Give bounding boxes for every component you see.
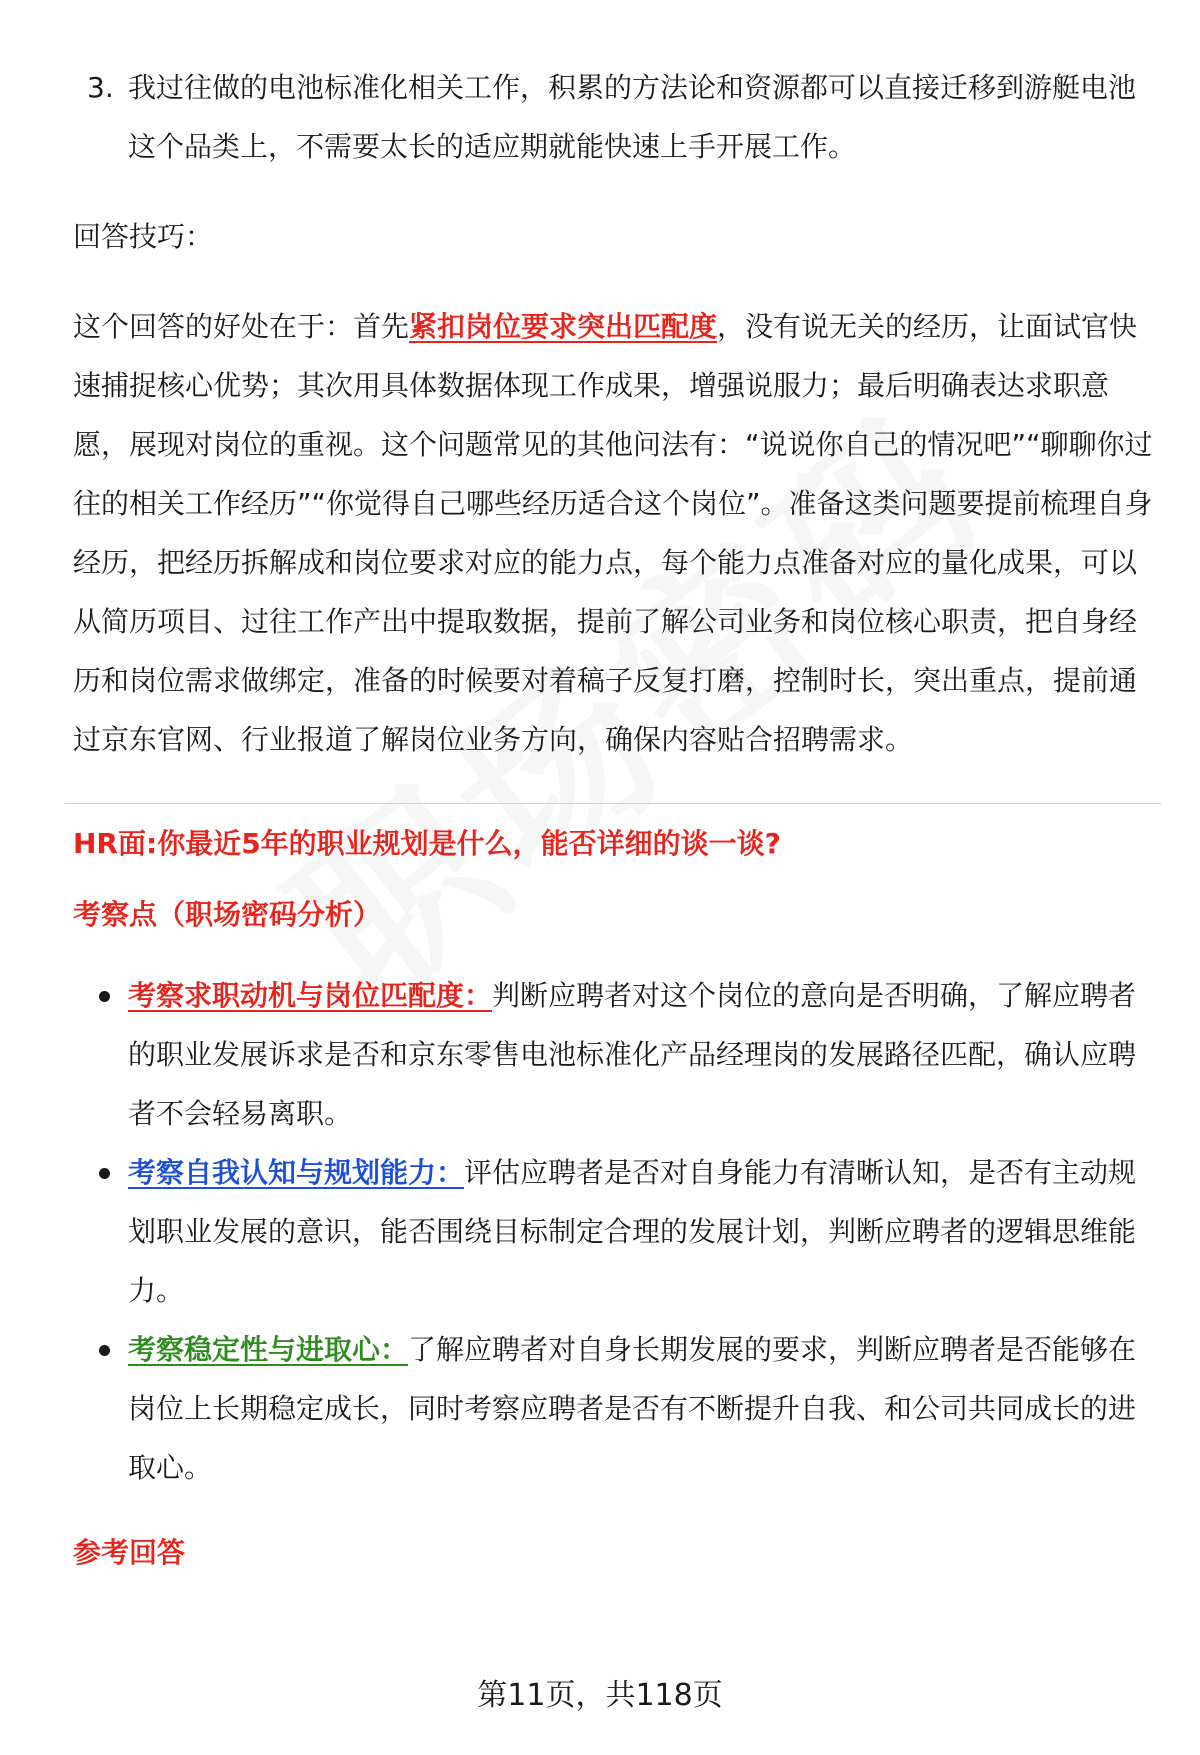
page-content: [73, 58, 1153, 1582]
tips-after: ，没有说无关的经历，让面试官快速捕捉核心优势；其次用具体数据体现工作成果，增强说服力；最后明确表达求职意愿，展现对岗位的重视。这个问题常见的其他问法有：“说说你自己的情况吧”“聊聊你过往的相关工作经历”“你觉得自己哪些经历适合这个岗位”。准备这类问题要提前梳理自身经历，把经历拆解成和岗位要求对应的能力点，每个能力点准备对应的量化成果，可以从简历项目、过往工作产出中提取数据，提前了解公司业务和岗位核心职责，把自身经历和岗位需求做绑定，准备的时候要对着稿子反复打磨，控制时长，突出重点，提前通过京东官网、行业报道了解岗位业务方向，确保内容贴合招聘需求。: [73, 310, 1153, 756]
list-item-text: 我过往做的电池标准化相关工作，积累的方法论和资源都可以直接迁移到游艇电池这个品类上，不需要太长的适应期就能快速上手开展工作。: [128, 71, 1137, 163]
assessment-points: [73, 966, 1153, 1497]
list-item-3: [73, 58, 1153, 176]
list-item: [73, 1143, 1153, 1320]
page-number: 第11页，共118页: [477, 1678, 723, 1713]
point-text: 判断应聘者对这个岗位的意向是否明确，了解应聘者的职业发展诉求是否和京东零售电池标准化产品经理岗的发展路径匹配，确认应聘者不会轻易离职。: [128, 979, 1137, 1130]
question-title: HR面:你最近5年的职业规划是什么，能否详细的谈一谈?: [73, 827, 781, 860]
point-lead: 考察自我认知与规划能力：: [128, 1156, 465, 1189]
point-text: 了解应聘者对自身长期发展的要求，判断应聘者是否能够在岗位上长期稳定成长，同时考察应聘者是否有不断提升自我、和公司共同成长的进取心。: [128, 1333, 1137, 1484]
list-item: [73, 1320, 1153, 1497]
question-subtitle: 考察点（职场密码分析）: [73, 898, 382, 931]
tips-highlight: 紧扣岗位要求突出匹配度: [409, 310, 718, 343]
tips-paragraph: [73, 297, 1153, 769]
point-lead: 考察稳定性与进取心：: [128, 1333, 409, 1366]
bullet-icon: [99, 991, 110, 1002]
reference-answer-heading: 参考回答: [73, 1536, 186, 1569]
point-lead: 考察求职动机与岗位匹配度：: [128, 979, 493, 1012]
tips-label: 回答技巧：: [73, 220, 214, 253]
section-divider: [65, 803, 1161, 804]
list-item-number: 3.: [87, 71, 114, 104]
list-item: [73, 966, 1153, 1143]
tips-before: 这个回答的好处在于：首先: [73, 310, 410, 343]
bullet-icon: [99, 1168, 110, 1179]
bullet-icon: [99, 1345, 110, 1356]
point-text: 评估应聘者是否对自身能力有清晰认知，是否有主动规划职业发展的意识，能否围绕目标制定合理的发展计划，判断应聘者的逻辑思维能力。: [128, 1156, 1137, 1307]
